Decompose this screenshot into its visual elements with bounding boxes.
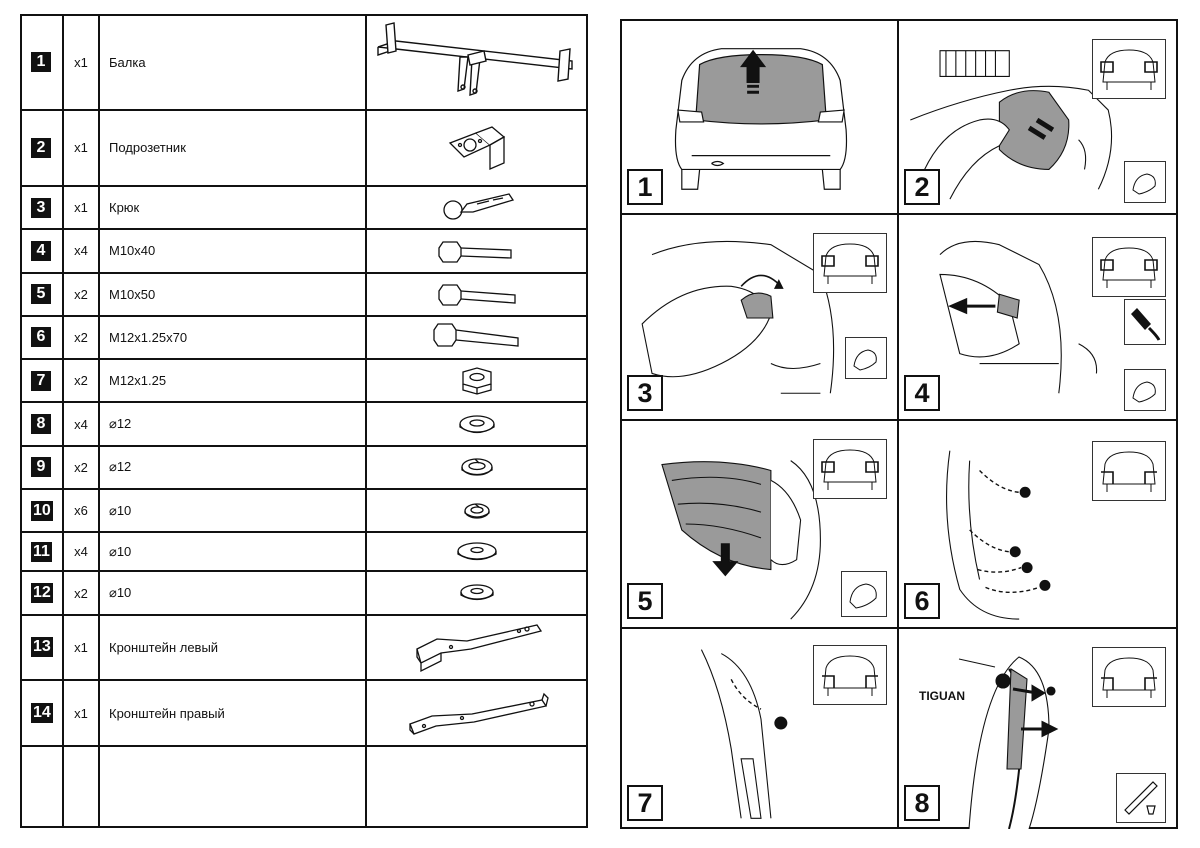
model-label: TIGUAN xyxy=(919,689,965,703)
part-quantity: x2 xyxy=(63,446,99,489)
table-row xyxy=(21,680,587,746)
part-name: M12x1.25 xyxy=(99,359,366,402)
socket-bracket-icon xyxy=(366,110,587,186)
part-number-badge: 3 xyxy=(31,198,51,218)
step-panel xyxy=(622,421,899,629)
car-rear-view-inset xyxy=(1092,237,1166,297)
part-number-badge: 14 xyxy=(33,704,51,722)
table-row xyxy=(21,229,587,272)
right-bracket-icon xyxy=(366,680,587,746)
step-panel xyxy=(622,215,899,421)
part-name: M12x1.25x70 xyxy=(99,316,366,359)
part-quantity: x1 xyxy=(63,186,99,229)
bolt-icon xyxy=(366,273,587,316)
tow-ball-hook-icon xyxy=(366,186,587,229)
part-name: Балка xyxy=(99,15,366,110)
table-row xyxy=(21,446,587,489)
car-rear-view-inset xyxy=(1092,39,1166,99)
parts-list-table xyxy=(20,14,588,828)
part-number-badge: 2 xyxy=(31,138,51,158)
part-name: Кронштейн левый xyxy=(99,615,366,680)
table-row xyxy=(21,746,587,827)
part-name: ⌀12 xyxy=(99,446,366,489)
part-quantity: x4 xyxy=(63,229,99,272)
long-bolt-icon xyxy=(366,316,587,359)
part-number-badge: 6 xyxy=(31,327,51,347)
installation-steps-grid xyxy=(620,19,1178,829)
part-quantity: x1 xyxy=(63,110,99,186)
flat-washer-icon xyxy=(366,571,587,614)
hand-detail-inset xyxy=(1124,161,1166,203)
part-name: ⌀10 xyxy=(99,532,366,571)
hand-detail-inset xyxy=(1124,369,1166,411)
step-panel xyxy=(899,629,1176,829)
car-rear-view-inset xyxy=(1092,647,1166,707)
table-row xyxy=(21,186,587,229)
part-name: M10x50 xyxy=(99,273,366,316)
part-name: ⌀12 xyxy=(99,402,366,445)
car-rear-view-inset xyxy=(813,439,887,499)
part-quantity: x2 xyxy=(63,571,99,614)
part-number-badge: 5 xyxy=(31,284,51,304)
table-row xyxy=(21,571,587,614)
flat-washer-icon xyxy=(366,402,587,445)
step-number: 8 xyxy=(904,785,940,821)
part-number-badge: 4 xyxy=(31,241,51,261)
hex-nut-icon xyxy=(366,359,587,402)
table-row xyxy=(21,15,587,110)
part-quantity: x1 xyxy=(63,15,99,110)
part-number-badge: 10 xyxy=(33,501,51,519)
part-number-badge: 8 xyxy=(31,414,51,434)
step-number: 1 xyxy=(627,169,663,205)
table-row xyxy=(21,532,587,571)
step-panel xyxy=(622,629,899,829)
part-number-badge: 13 xyxy=(33,638,51,656)
part-number-badge: 1 xyxy=(31,52,51,72)
part-name: M10x40 xyxy=(99,229,366,272)
flat-washer-icon xyxy=(366,532,587,571)
part-quantity: x6 xyxy=(63,489,99,532)
spring-washer-icon xyxy=(366,489,587,532)
part-name: Подрозетник xyxy=(99,110,366,186)
step-panel xyxy=(899,21,1176,215)
car-rear-view-inset xyxy=(813,645,887,705)
electrical-connector-inset xyxy=(1124,299,1166,345)
part-name: Кронштейн правый xyxy=(99,680,366,746)
part-quantity: x2 xyxy=(63,359,99,402)
table-row xyxy=(21,489,587,532)
spring-washer-icon xyxy=(366,446,587,489)
part-quantity: x1 xyxy=(63,680,99,746)
bolt-icon xyxy=(366,229,587,272)
part-quantity: x1 xyxy=(63,615,99,680)
table-row xyxy=(21,359,587,402)
step-number: 6 xyxy=(904,583,940,619)
table-row xyxy=(21,402,587,445)
part-number-badge: 12 xyxy=(33,584,51,602)
table-row xyxy=(21,273,587,316)
part-number-badge: 11 xyxy=(33,542,50,560)
table-row xyxy=(21,110,587,186)
tow-bar-beam-icon xyxy=(366,15,587,110)
step-number: 5 xyxy=(627,583,663,619)
table-row xyxy=(21,615,587,680)
step-number: 7 xyxy=(627,785,663,821)
hand-detail-inset xyxy=(845,337,887,379)
part-quantity: x4 xyxy=(63,402,99,445)
left-bracket-icon xyxy=(366,615,587,680)
car-rear-view-inset xyxy=(813,233,887,293)
step-number: 2 xyxy=(904,169,940,205)
part-name: ⌀10 xyxy=(99,489,366,532)
part-number-badge: 7 xyxy=(31,371,51,391)
part-number-badge: 9 xyxy=(31,457,51,477)
step-panel xyxy=(622,21,899,215)
trim-tool-inset xyxy=(1116,773,1166,823)
step-number: 3 xyxy=(627,375,663,411)
open-tailgate-icon xyxy=(622,21,897,213)
table-row xyxy=(21,316,587,359)
step-number: 4 xyxy=(904,375,940,411)
part-name: Крюк xyxy=(99,186,366,229)
part-name: ⌀10 xyxy=(99,571,366,614)
hand-detail-inset xyxy=(841,571,887,617)
step-panel xyxy=(899,215,1176,421)
part-quantity: x2 xyxy=(63,316,99,359)
part-quantity: x2 xyxy=(63,273,99,316)
part-quantity: x4 xyxy=(63,532,99,571)
car-rear-view-inset xyxy=(1092,441,1166,501)
step-panel xyxy=(899,421,1176,629)
